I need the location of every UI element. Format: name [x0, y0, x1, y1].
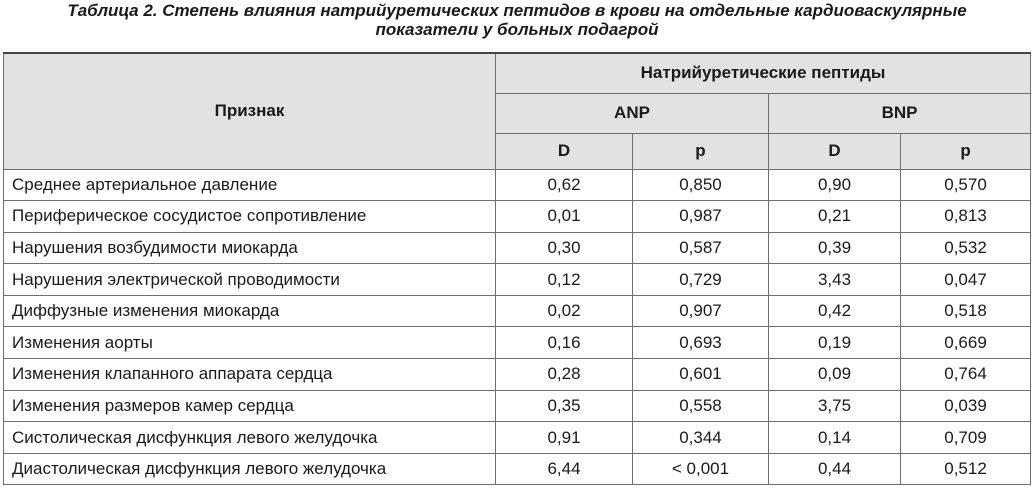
cell-anp-d: 6,44 — [496, 453, 633, 485]
cell-anp-d: 0,12 — [496, 264, 633, 296]
cell-anp-p: 0,344 — [633, 422, 769, 454]
row-label: Диффузные изменения миокарда — [4, 295, 496, 327]
cell-anp-p: 0,907 — [633, 295, 769, 327]
cell-anp-d: 0,02 — [496, 295, 633, 327]
cell-bnp-d: 0,39 — [769, 232, 901, 264]
cell-bnp-d: 3,43 — [769, 264, 901, 296]
cell-bnp-d: 3,75 — [769, 390, 901, 422]
cell-anp-d: 0,62 — [496, 169, 633, 201]
header-anp-p: p — [633, 133, 769, 169]
header-anp-d: D — [496, 133, 633, 169]
table-row — [4, 295, 1031, 327]
cell-bnp-p: 0,512 — [901, 453, 1031, 485]
cell-anp-p: 0,601 — [633, 359, 769, 391]
cell-bnp-d: 0,44 — [769, 453, 901, 485]
table-row — [4, 327, 1031, 359]
table-row — [4, 453, 1031, 485]
cell-anp-d: 0,16 — [496, 327, 633, 359]
row-label: Нарушения электрической проводимости — [4, 264, 496, 296]
row-label: Диастолическая дисфункция левого желудочка — [4, 453, 496, 485]
table-row — [4, 264, 1031, 296]
cell-bnp-p: 0,039 — [901, 390, 1031, 422]
header-bnp: BNP — [769, 93, 1031, 133]
cell-bnp-p: 0,518 — [901, 295, 1031, 327]
cell-anp-d: 0,30 — [496, 232, 633, 264]
row-label: Систолическая дисфункция левого желудочка — [4, 422, 496, 454]
caption-line-1: Таблица 2. Степень влияния натрийуретических пептидов в крови на отдельные кардиоваскулярные — [67, 1, 967, 20]
header-anp: ANP — [496, 93, 769, 133]
cell-bnp-p: 0,570 — [901, 169, 1031, 201]
cell-bnp-p: 0,764 — [901, 359, 1031, 391]
table-row — [4, 359, 1031, 391]
cell-anp-p: 0,850 — [633, 169, 769, 201]
row-label: Изменения клапанного аппарата сердца — [4, 359, 496, 391]
caption-line-2: показатели у больных подагрой — [375, 20, 659, 39]
cell-bnp-p: 0,047 — [901, 264, 1031, 296]
table-caption — [0, 0, 1034, 42]
cell-anp-p: 0,987 — [633, 201, 769, 233]
header-bnp-p: p — [901, 133, 1031, 169]
cell-bnp-d: 0,90 — [769, 169, 901, 201]
header-bnp-d: D — [769, 133, 901, 169]
cell-bnp-d: 0,42 — [769, 295, 901, 327]
table-row — [4, 232, 1031, 264]
cell-anp-d: 0,28 — [496, 359, 633, 391]
table-header — [4, 53, 1031, 169]
row-label: Периферическое сосудистое сопротивление — [4, 201, 496, 233]
cell-bnp-d: 0,14 — [769, 422, 901, 454]
cell-bnp-d: 0,21 — [769, 201, 901, 233]
cell-anp-p: 0,587 — [633, 232, 769, 264]
data-table — [3, 52, 1031, 485]
cell-bnp-p: 0,532 — [901, 232, 1031, 264]
cell-anp-d: 0,91 — [496, 422, 633, 454]
cell-bnp-d: 0,09 — [769, 359, 901, 391]
row-label: Нарушения возбудимости миокарда — [4, 232, 496, 264]
cell-bnp-p: 0,709 — [901, 422, 1031, 454]
cell-anp-d: 0,01 — [496, 201, 633, 233]
table-row — [4, 422, 1031, 454]
row-label: Среднее артериальное давление — [4, 169, 496, 201]
header-feature: Признак — [4, 53, 496, 169]
cell-bnp-p: 0,813 — [901, 201, 1031, 233]
row-label: Изменения размеров камер сердца — [4, 390, 496, 422]
table-row — [4, 201, 1031, 233]
cell-bnp-p: 0,669 — [901, 327, 1031, 359]
cell-bnp-d: 0,19 — [769, 327, 901, 359]
cell-anp-p: 0,558 — [633, 390, 769, 422]
table-body — [4, 169, 1031, 485]
table-row — [4, 169, 1031, 201]
table-row — [4, 390, 1031, 422]
cell-anp-d: 0,35 — [496, 390, 633, 422]
header-peptides-group: Натрийуретические пептиды — [496, 53, 1031, 93]
cell-anp-p: 0,693 — [633, 327, 769, 359]
row-label: Изменения аорты — [4, 327, 496, 359]
cell-anp-p: < 0,001 — [633, 453, 769, 485]
cell-anp-p: 0,729 — [633, 264, 769, 296]
